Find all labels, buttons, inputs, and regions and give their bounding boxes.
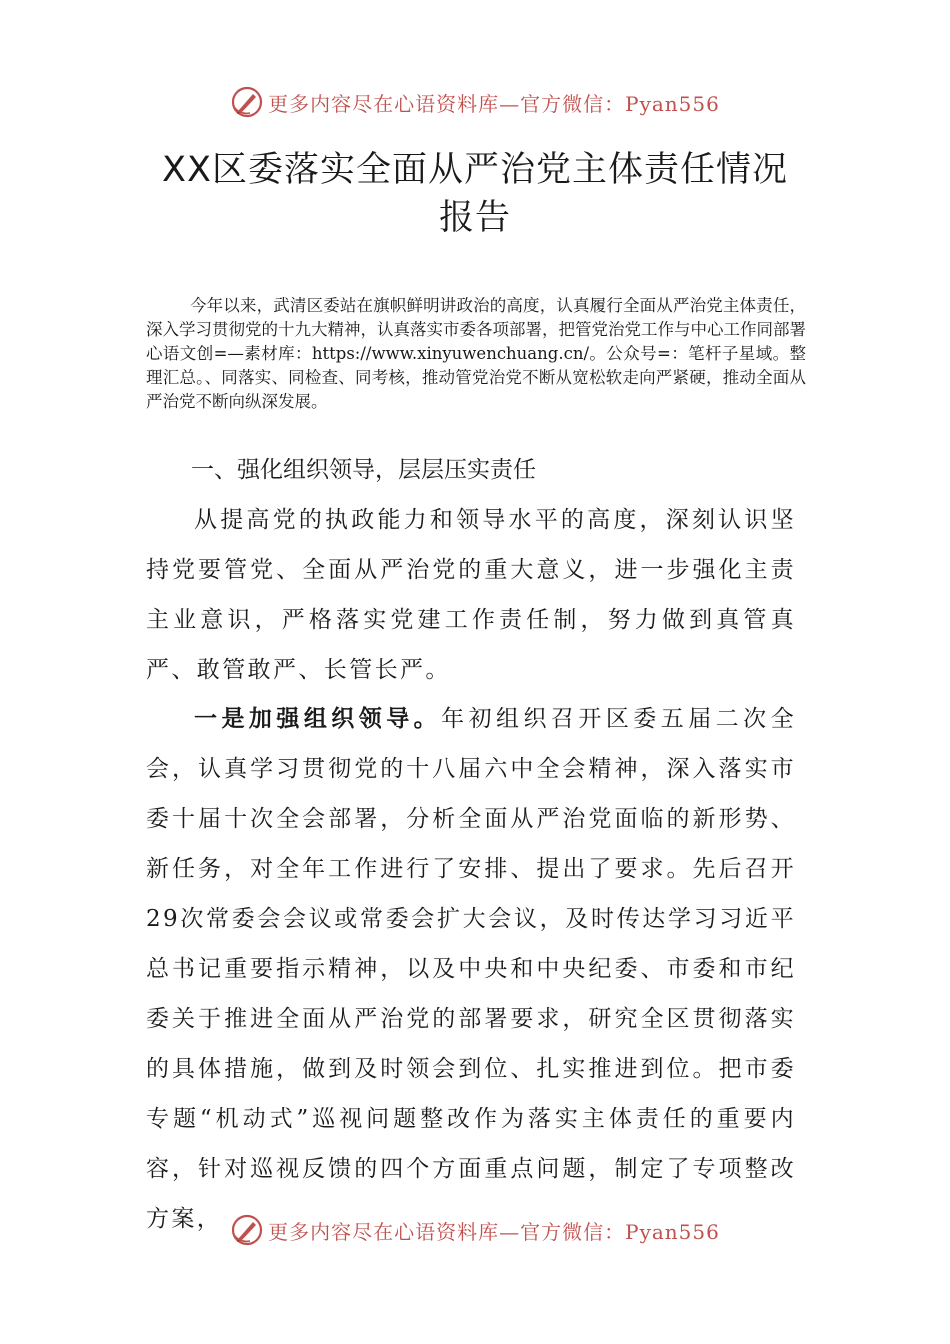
pen-circle-logo-icon — [230, 85, 264, 119]
section-heading: 一、强化组织领导，层层压实责任 — [191, 457, 536, 483]
body-paragraph-2 — [146, 694, 796, 1244]
paragraph-body: 年初组织召开区委五届二次全会，认真学习贯彻党的十八届六中全会精神，深入落实市委十届十次全会部署，分析全面从严治党面临的新形势、新任务，对全年工作进行了安排、提出了要求。先后召开29次常委会会议或常委会扩大会议，及时传达学习习近平总书记重要指示精神，以及中央和中央纪委、市委和市纪委关于推进全面从严治党的部署要求，研究全区贯彻落实的具体措施，做到及时领会到位、扎实推进到位。把市委专题“机动式”巡视问题整改作为落实主体责任的重要内容，针对巡视反馈的四个方面重点问题，制定了专项整改方案， — [146, 706, 796, 1232]
header-banner-text: 更多内容尽在心语资料库—官方微信：Pyan556 — [268, 91, 720, 116]
body-paragraph-1: 从提高党的执政能力和领导水平的高度，深刻认识坚持党要管党、全面从严治党的重大意义，进一步强化主责主业意识，严格落实党建工作责任制，努力做到真管真严、敢管敢严、长管长严。 — [146, 507, 796, 683]
paragraph-lead: 一是加强组织领导。 — [194, 705, 442, 732]
document-title: XX区委落实全面从严治党主体责任情况报告 — [162, 150, 788, 238]
intro-paragraph: 今年以来，武清区委站在旗帜鲜明讲政治的高度，认真履行全面从严治党主体责任，深入学习贯彻党的十九大精神，认真落实市委各项部署，把管党治党工作与中心工作同部署心语文创=—素材库：https://www.xinyuwenchuang.cn/。公众号=：笔杆子星域。整理汇总。、同落实、同检查、同考核，推动管党治党不断从宽松软走向严紧硬，推动全面从严治党不断向纵深发展。 — [146, 296, 806, 411]
pen-circle-logo-icon — [230, 1213, 264, 1247]
header-banner — [0, 82, 950, 122]
footer-banner-text: 更多内容尽在心语资料库—官方微信：Pyan556 — [268, 1219, 720, 1244]
footer-banner — [0, 1210, 950, 1250]
